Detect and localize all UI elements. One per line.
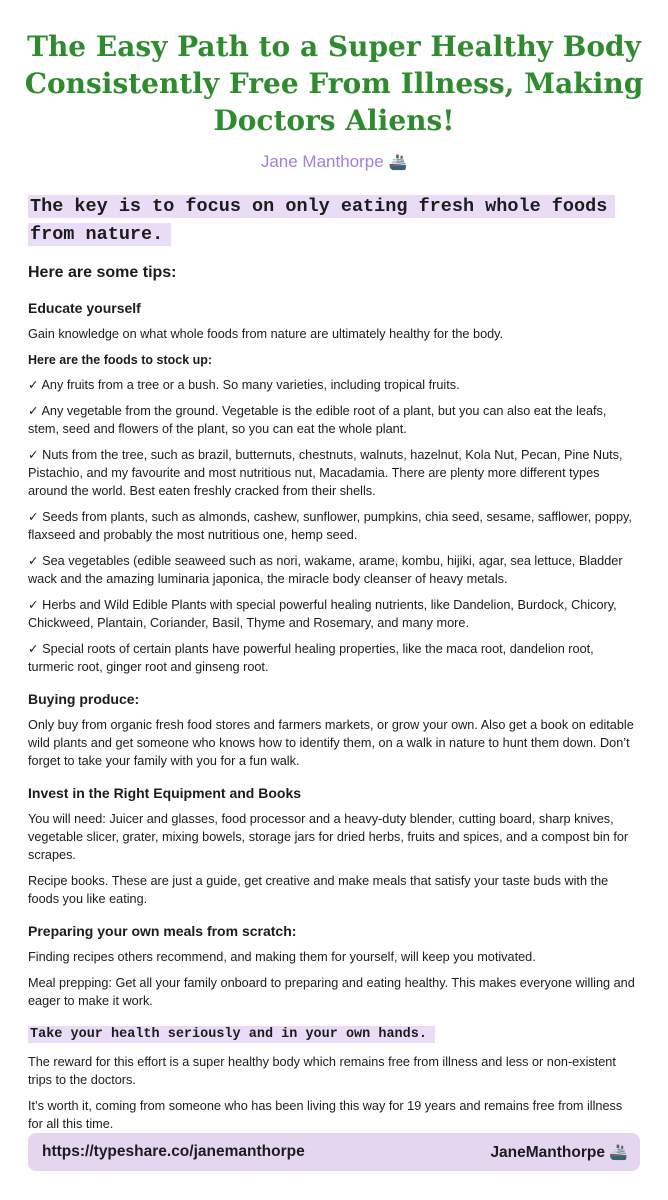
key-statement	[28, 193, 628, 249]
author-name: Jane Manthorpe	[260, 152, 384, 171]
tips-heading: Here are some tips:	[28, 264, 177, 281]
food-list-item: ✓ Seeds from plants, such as almonds, cashew, sunflower, pumpkins, chia seed, sesame, safflower, poppy, flaxseed and probably the most nutritious one, hemp seed.	[28, 510, 632, 542]
foods-heading: Here are the foods to stock up:	[28, 353, 213, 367]
author-handle	[490, 1143, 628, 1162]
preparing-text-2: Meal prepping: Get all your family onboard to preparing and eating healthy. This makes everyone willing and eager to make it work.	[28, 976, 635, 1008]
food-list-item: ✓ Special roots of certain plants have powerful healing properties, like the maca root, dandelion root, turmeric root, ginger root and ginseng root.	[28, 642, 594, 674]
closing-text-2: It’s worth it, coming from someone who has been living this way for 19 years and remains free from illness for all this time.	[28, 1099, 623, 1131]
author-line	[0, 152, 668, 172]
footer-bar	[28, 1133, 640, 1171]
section-heading-preparing: Preparing your own meals from scratch:	[28, 923, 297, 939]
key-statement-text: The key is to focus on only eating fresh whole foods from nature.	[28, 195, 615, 246]
food-list-item: ✓ Herbs and Wild Edible Plants with special powerful healing nutrients, like Dandelion, Burdock, Chicory, Chickweed, Plantain, Coriander, Basil, Thyme and Rosemary, and many more.	[28, 598, 617, 630]
ship-icon: 🚢	[388, 154, 408, 171]
profile-link[interactable]: https://typeshare.co/janemanthorpe	[42, 1143, 305, 1160]
author-handle-text: JaneManthorpe	[490, 1144, 605, 1161]
section-heading-buying: Buying produce:	[28, 691, 140, 707]
food-list-item: ✓ Any fruits from a tree or a bush. So many varieties, including tropical fruits.	[28, 378, 460, 392]
invest-text-2: Recipe books. These are just a guide, get creative and make meals that satisfy your taste buds with the foods you like eating.	[28, 874, 609, 906]
ship-icon: 🚢	[609, 1144, 628, 1161]
closing-text-1: The reward for this effort is a super healthy body which remains free from illness and less or non-existent trips to the doctors.	[28, 1055, 616, 1087]
section-heading-educate: Educate yourself	[28, 300, 141, 316]
food-list-item: ✓ Sea vegetables (edible seaweed such as nori, wakame, arame, kombu, hijiki, agar, sea lettuce, Bladder wack and the amazing luminaria japonica, the miracle body cleanser of heavy metals.	[28, 554, 623, 586]
educate-intro: Gain knowledge on what whole foods from nature are ultimately healthy for the body.	[28, 327, 504, 341]
preparing-text-1: Finding recipes others recommend, and making them for yourself, will keep you motivated.	[28, 950, 536, 964]
section-heading-invest: Invest in the Right Equipment and Books	[28, 785, 302, 801]
invest-text-1: You will need: Juicer and glasses, food processor and a heavy-duty blender, cutting board, sharp knives, vegetable slicer, grater, mixing bowels, storage jars for dried herbs, fruits and spices, and a compost bin for scrapes.	[28, 812, 629, 862]
closing-highlight-text: Take your health seriously and in your own hands.	[28, 1026, 435, 1043]
food-list-item: ✓ Nuts from the tree, such as brazil, butternuts, chestnuts, walnuts, hazelnut, Kola Nut, Pecan, Pine Nuts, Pistachio, and my favourite and most nutritious nut, Macadamia. There are plenty more different types around the world. Best eaten freshly cracked from their shells.	[28, 448, 623, 498]
page-title: The Easy Path to a Super Healthy Body Consistently Free From Illness, Making Doctors Aliens!	[24, 30, 644, 137]
buying-text: Only buy from organic fresh food stores and farmers markets, or grow your own. Also get a book on editable wild plants and get someone who knows how to identify them, on a walk in nature to hunt them down. Don’t forget to take your family with you for a fun walk.	[28, 718, 634, 768]
food-list-item: ✓ Any vegetable from the ground. Vegetable is the edible root of a plant, but you can also eat the leafs, stem, seed and flowers of the plant, so you can eat the whole plant.	[28, 404, 607, 436]
closing-highlight	[28, 1026, 640, 1044]
article-body	[28, 299, 640, 1141]
